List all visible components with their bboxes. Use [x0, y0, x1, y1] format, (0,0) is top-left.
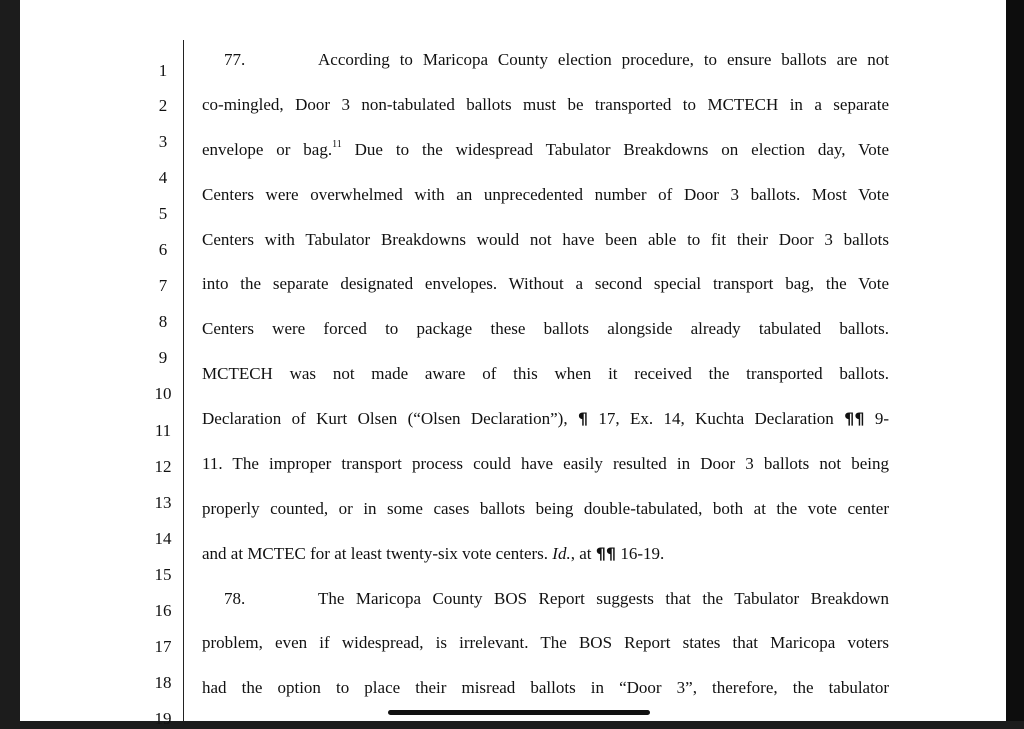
screen-edge	[1006, 0, 1024, 721]
citation-id: Id.	[552, 544, 571, 563]
text-line: Centers were overwhelmed with an unprecedented number of Door 3 ballots. Most Vote	[202, 185, 889, 204]
line-text: According to Maricopa County election procedure, to ensure ballots are not	[318, 50, 889, 69]
text-line	[202, 409, 889, 429]
line-text: 16-19.	[616, 544, 665, 563]
line-text: 17, Ex. 14, Kuchta Declaration	[588, 409, 845, 428]
text-line: problem, even if widespread, is irrelevant. The BOS Report states that Maricopa voters	[202, 633, 889, 652]
text-line: into the separate designated envelopes. Without a second special transport bag, the Vote	[202, 274, 889, 293]
line-number: 13	[154, 493, 172, 512]
line-number: 8	[158, 312, 168, 331]
double-pilcrow-symbol: ¶¶	[844, 409, 865, 428]
line-number: 14	[154, 529, 172, 548]
line-number: 19	[154, 709, 172, 728]
text-line: co-mingled, Door 3 non-tabulated ballots must be transported to MCTECH in a separate	[202, 95, 889, 114]
line-number: 17	[154, 637, 172, 656]
line-text: and at MCTEC for at least twenty-six vote centers.	[202, 544, 553, 563]
line-number: 1	[158, 61, 168, 80]
double-pilcrow-symbol: ¶¶	[595, 544, 617, 563]
line-text: Declaration of Kurt Olsen (“Olsen Declaration”),	[202, 409, 578, 428]
text-line	[202, 50, 889, 70]
line-text: , at	[570, 544, 596, 563]
line-number: 3	[158, 132, 168, 151]
line-number: 15	[154, 565, 172, 584]
pilcrow-symbol: ¶	[577, 409, 589, 428]
home-indicator[interactable]	[388, 710, 650, 715]
line-number: 18	[154, 673, 172, 692]
line-number: 4	[158, 168, 168, 187]
line-number: 6	[158, 240, 168, 259]
paragraph-number: 77.	[224, 50, 246, 69]
text-line: 11. The improper transport process could have easily resulted in Door 3 ballots not being	[202, 454, 889, 473]
line-text: The Maricopa County BOS Report suggests that the Tabulator Breakdown	[318, 589, 889, 608]
line-text: 9-	[864, 409, 889, 428]
paragraph-number: 78.	[224, 589, 246, 608]
line-text: envelope or bag.	[202, 140, 333, 159]
line-number: 2	[158, 96, 168, 115]
line-text: Due to the widespread Tabulator Breakdowns on election day, Vote	[341, 140, 889, 159]
line-number: 9	[158, 348, 168, 367]
text-line	[202, 140, 889, 160]
text-line: Centers with Tabulator Breakdowns would not have been able to fit their Door 3 ballots	[202, 230, 889, 249]
text-line: MCTECH was not made aware of this when it received the transported ballots.	[202, 364, 889, 383]
line-number: 7	[158, 276, 168, 295]
margin-rule	[183, 40, 184, 721]
text-line	[202, 589, 889, 609]
text-line: had the option to place their misread ballots in “Door 3”, therefore, the tabulator	[202, 678, 889, 697]
text-line: properly counted, or in some cases ballots being double-tabulated, both at the vote center	[202, 499, 889, 518]
footnote-reference: 11	[332, 139, 342, 150]
text-line	[202, 544, 889, 564]
line-number: 10	[154, 384, 172, 403]
line-number: 16	[154, 601, 172, 620]
line-number: 12	[154, 457, 172, 476]
line-number: 11	[154, 421, 172, 440]
document-page	[20, 0, 1006, 728]
text-line: Centers were forced to package these ballots alongside already tabulated ballots.	[202, 319, 889, 338]
line-number: 5	[158, 204, 168, 223]
